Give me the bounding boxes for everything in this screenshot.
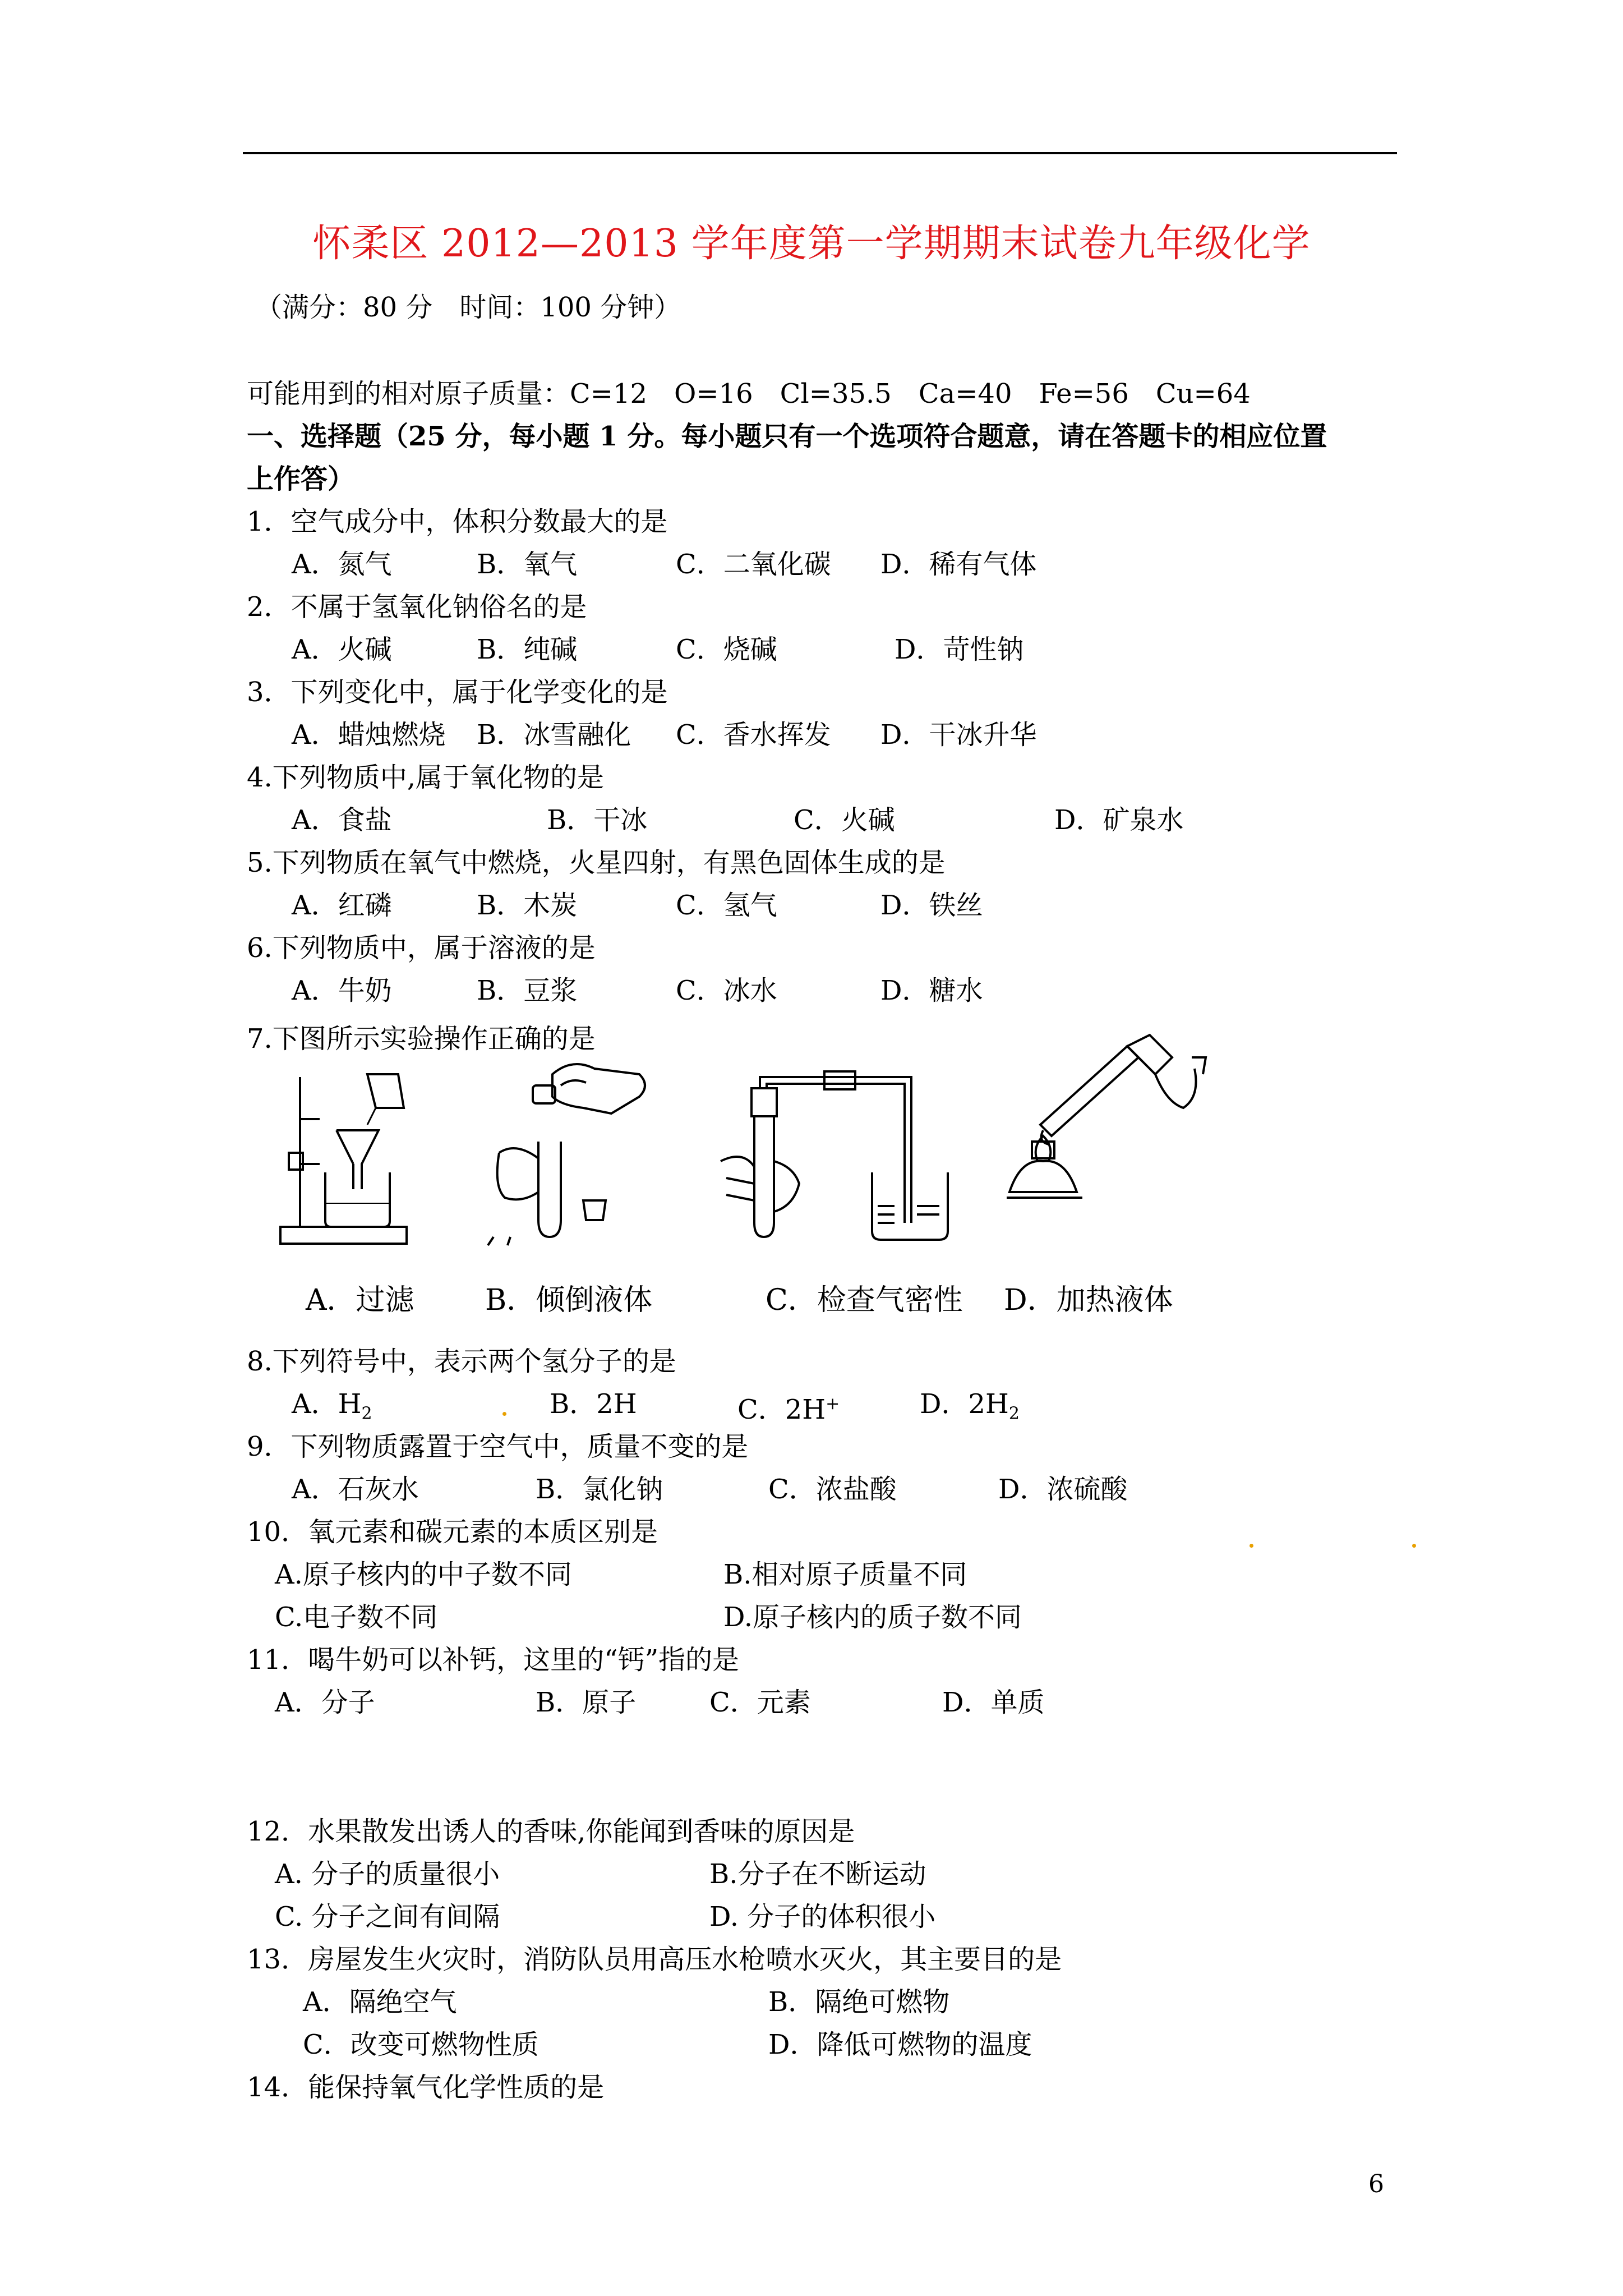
header-rule [243, 152, 1397, 154]
option-b: B.相对原子质量不同 [723, 1559, 967, 1590]
question-stem: 14．能保持氧气化学性质的是 [247, 2072, 605, 2103]
filtration-apparatus-figure [278, 1063, 412, 1248]
option-c: C．冰水 [676, 975, 777, 1006]
option-b: B．豆浆 [477, 975, 578, 1006]
atomic-masses: 可能用到的相对原子质量：C=12 O=16 Cl=35.5 Ca=40 Fe=56 Cu=64 [247, 378, 1251, 409]
question-stem: 3．下列变化中，属于化学变化的是 [247, 677, 668, 708]
option-a: A．红磷 [292, 890, 392, 921]
option-d: D. 分子的体积很小 [709, 1901, 936, 1932]
option-d: D．铁丝 [880, 890, 983, 921]
option-c: C．香水挥发 [676, 719, 831, 751]
option-d: D．糖水 [880, 975, 983, 1006]
option-a: A. 分子的质量很小 [275, 1858, 500, 1890]
option-a: A．食盐 [292, 804, 392, 836]
question-stem: 12．水果散发出诱人的香味,你能闻到香味的原因是 [247, 1816, 855, 1847]
page-number: 6 [1368, 2170, 1384, 2198]
question-stem: 5.下列物质在氧气中燃烧，火星四射，有黑色固体生成的是 [247, 847, 946, 878]
pouring-liquid-figure [477, 1052, 662, 1248]
option-a: A.原子核内的中子数不同 [275, 1559, 572, 1590]
option-c: C. 分子之间有间隔 [275, 1901, 500, 1932]
question-stem: 8.下列符号中，表示两个氢分子的是 [247, 1346, 676, 1377]
option-b: B.分子在不断运动 [709, 1858, 926, 1890]
question-stem: 6.下列物质中，属于溶液的是 [247, 932, 596, 964]
option-c: C．元素 [709, 1687, 811, 1718]
option-b: B．氧气 [477, 549, 578, 580]
option-d: D．浓硫酸 [998, 1474, 1128, 1505]
option-b: B．隔绝可燃物 [768, 1986, 950, 2018]
option-b: B．纯碱 [477, 634, 578, 665]
question-stem: 11．喝牛奶可以补钙，这里的“钙”指的是 [247, 1644, 740, 1676]
question-stem: 1．空气成分中，体积分数最大的是 [247, 506, 668, 537]
option-d: D．单质 [942, 1687, 1045, 1718]
option-b: B．冰雪融化 [477, 719, 631, 751]
option-d: D.原子核内的质子数不同 [723, 1602, 1022, 1633]
option-a: A．火碱 [292, 634, 392, 665]
stray-dot [502, 1412, 506, 1416]
option-c: C．氢气 [676, 890, 777, 921]
option-b: B．原子 [536, 1687, 637, 1718]
option-a: A．氮气 [292, 549, 392, 580]
heating-liquid-figure [998, 1024, 1217, 1209]
option-d: D．干冰升华 [880, 719, 1037, 751]
option-c: C．二氧化碳 [676, 549, 831, 580]
option-b: B．倾倒液体 [485, 1283, 653, 1317]
section-heading: 一、选择题（25 分，每小题 1 分。每小题只有一个选项符合题意，请在答题卡的相应位置 [247, 421, 1327, 452]
option-a: A．隔绝空气 [303, 1986, 457, 2018]
option-b: B．氯化钠 [536, 1474, 663, 1505]
option-d: D．加热液体 [1004, 1283, 1173, 1317]
airtightness-check-figure [709, 1055, 962, 1248]
option-c: C.电子数不同 [275, 1602, 438, 1633]
option-a: A．$H_2$ [292, 1388, 372, 1424]
question-stem: 13．房屋发生火灾时，消防队员用高压水枪喷水灭火，其主要目的是 [247, 1944, 1062, 1975]
question-stem: 10．氧元素和碳元素的本质区别是 [247, 1516, 658, 1548]
option-d: D．矿泉水 [1054, 804, 1184, 836]
option-b: B．2H [550, 1388, 637, 1420]
option-c: C．火碱 [794, 804, 895, 836]
option-d: D．稀有气体 [880, 549, 1037, 580]
question-stem: 4.下列物质中,属于氧化物的是 [247, 762, 605, 793]
option-b: B．木炭 [477, 890, 578, 921]
option-d: D．苛性钠 [895, 634, 1024, 665]
option-a: A．牛奶 [292, 975, 392, 1006]
option-d: D．降低可燃物的温度 [768, 2029, 1032, 2060]
question-stem: 7.下图所示实验操作正确的是 [247, 1023, 596, 1055]
stray-dot [1412, 1544, 1416, 1548]
stray-dot [1249, 1544, 1253, 1548]
section-heading-cont: 上作答） [247, 463, 355, 495]
option-c: C．浓盐酸 [768, 1474, 897, 1505]
option-b: B．干冰 [547, 804, 648, 836]
option-c: C．改变可燃物性质 [303, 2029, 539, 2060]
option-d: D．$2H_2$ [920, 1388, 1020, 1424]
option-c: C．检查气密性 [766, 1283, 963, 1317]
option-c: C．烧碱 [676, 634, 777, 665]
option-a: A．分子 [275, 1687, 375, 1718]
option-a: A．石灰水 [292, 1474, 419, 1505]
question-stem: 9．下列物质露置于空气中，质量不变的是 [247, 1431, 749, 1462]
page-title: 怀柔区 2012—2013 学年度第一学期期末试卷九年级化学 [312, 222, 1311, 266]
question-stem: 2．不属于氢氧化钠俗名的是 [247, 591, 587, 623]
option-c: C．2H+ [737, 1394, 840, 1425]
exam-meta: （满分：80 分 时间：100 分钟） [255, 292, 681, 323]
option-a: A．蜡烛燃烧 [292, 719, 446, 751]
option-a: A．过滤 [306, 1283, 414, 1317]
